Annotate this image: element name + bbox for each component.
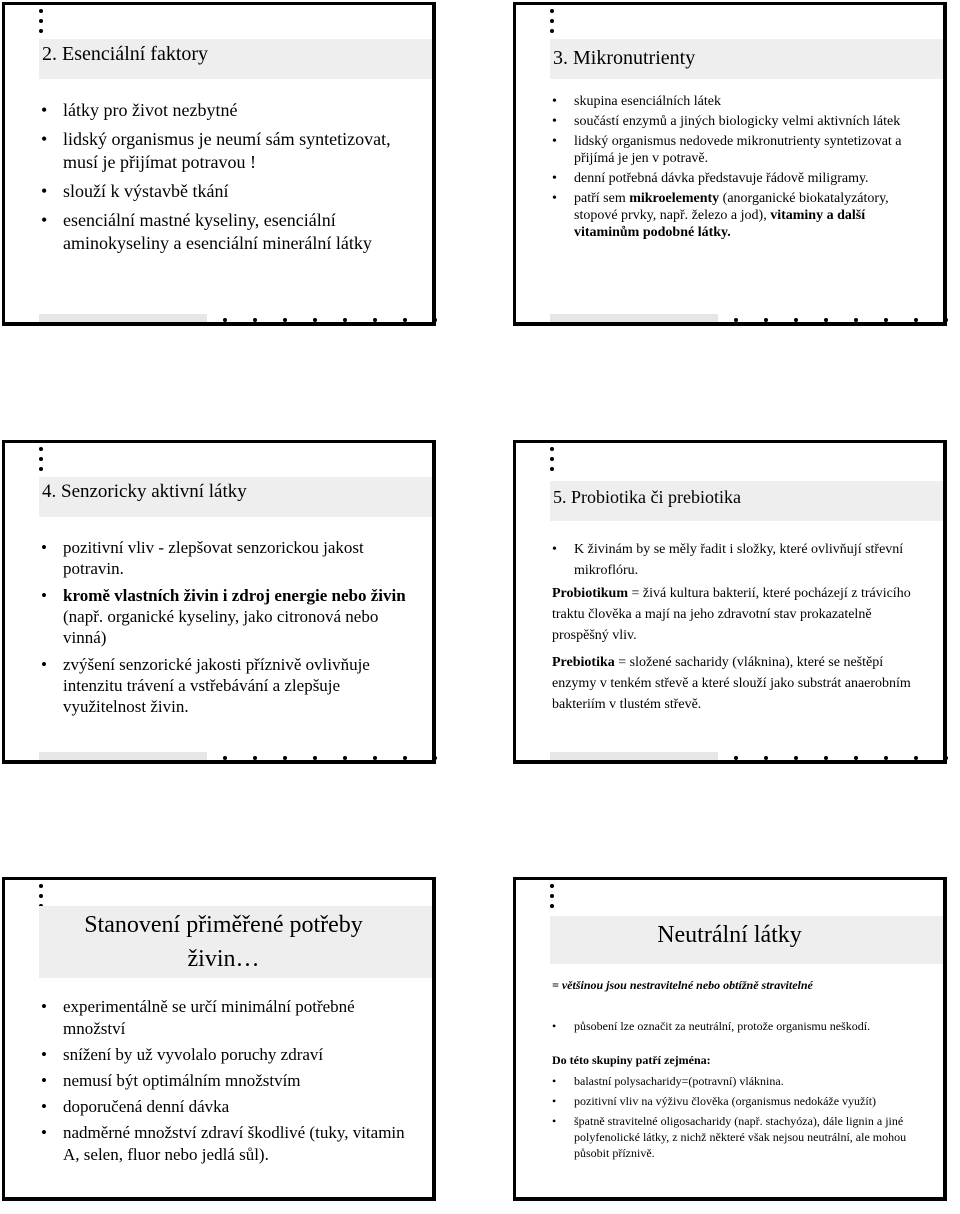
list-item: • špatně stravitelné oligosacharidy (např. stachyóza), dále lignin a jiné polyfenolické látky, z nichž některé však nejsou neutrální, ale mohou působit příznivě. bbox=[552, 1113, 925, 1161]
bullet-list bbox=[552, 539, 925, 581]
slide-title: 4. Senzoricky aktivní látky bbox=[42, 481, 247, 502]
list-item: • esenciální mastné kyseliny, esenciální aminokyseliny a esenciální minerální látky bbox=[41, 209, 414, 255]
slide-senzoricky-aktivni-latky bbox=[2, 440, 436, 764]
slide-title: 5. Probiotika či prebiotika bbox=[553, 487, 741, 507]
vertical-dots-decoration bbox=[550, 884, 556, 914]
bullet-list bbox=[41, 996, 414, 1166]
slide-title: 2. Esenciální faktory bbox=[42, 43, 209, 65]
bullet-list bbox=[41, 537, 414, 717]
footer-dots bbox=[734, 752, 948, 760]
vertical-dots-decoration bbox=[550, 9, 556, 39]
bullet-list bbox=[552, 1018, 925, 1034]
slide-probiotika bbox=[513, 440, 947, 764]
footer-dots bbox=[734, 314, 948, 322]
slide-title: Stanovení přiměřené potřeby živin… bbox=[84, 912, 363, 972]
slide-stanoveni-potreby bbox=[2, 877, 436, 1201]
footer-band bbox=[39, 314, 207, 322]
list-item: • pozitivní vliv - zlepšovat senzorickou jakost potravin. bbox=[41, 537, 414, 579]
list-item: • lidský organismus nedovede mikronutrienty syntetizovat a přijímá je jen v potravě. bbox=[552, 133, 925, 167]
list-item: • denní potřebná dávka představuje řádově miligramy. bbox=[552, 170, 925, 187]
list-item: • nemusí být optimálním množstvím bbox=[41, 1070, 414, 1092]
vertical-dots-decoration bbox=[550, 447, 556, 477]
slide-title: Neutrální látky bbox=[657, 922, 802, 948]
footer-dots bbox=[223, 752, 437, 760]
slide-mikronutrienty bbox=[513, 2, 947, 326]
slide-esencialni-faktory bbox=[2, 2, 436, 326]
list-item: • doporučená denní dávka bbox=[41, 1096, 414, 1118]
group-heading: Do této skupiny patří zejména: bbox=[552, 1053, 711, 1067]
list-item: • zvýšení senzorické jakosti příznivě ovlivňuje intenzitu trávení a vstřebávání a zlepšuje využitelnost živin. bbox=[41, 654, 414, 717]
list-item: • patří sem mikroelementy (anorganické biokatalyzátory, stopové prvky, např. železo a jod), vitaminy a další vitaminům podobné látky. bbox=[552, 190, 925, 241]
list-item: • balastní polysacharidy=(potravní) vláknina. bbox=[552, 1073, 925, 1089]
footer-dots bbox=[223, 314, 437, 322]
slide-neutralni-latky bbox=[513, 877, 947, 1201]
bullet-list bbox=[552, 93, 925, 241]
list-item: • slouží k výstavbě tkání bbox=[41, 180, 414, 203]
list-item: • skupina esenciálních látek bbox=[552, 93, 925, 110]
list-item: • experimentálně se určí minimální potřebné množství bbox=[41, 996, 414, 1040]
vertical-dots-decoration bbox=[39, 447, 45, 477]
list-item: • snížení by už vyvolalo poruchy zdraví bbox=[41, 1044, 414, 1066]
prebiotika-definition: Prebiotika = složené sacharidy (vláknina), které se neštěpí enzymy v tenkém střevě a které slouží jako substrát anaerobním bakteriím v tlustém střevě. bbox=[552, 655, 911, 712]
footer-band bbox=[550, 752, 718, 760]
probiotikum-definition: Probiotikum = živá kultura bakterií, které pocházejí z trávicího traktu člověka a mají na jeho zdravotní stav prokazatelně prospěšný vliv. bbox=[552, 586, 911, 643]
vertical-dots-decoration bbox=[39, 9, 45, 39]
list-item: • kromě vlastních živin i zdroj energie nebo živin (např. organické kyseliny, jako citronová nebo vinná) bbox=[41, 585, 414, 648]
footer-band bbox=[550, 314, 718, 322]
slide-subtitle: = většinou jsou nestravitelné nebo obtížně stravitelné bbox=[552, 978, 813, 992]
list-item: • K živinám by se měly řadit i složky, které ovlivňují střevní mikroflóru. bbox=[552, 539, 925, 581]
list-item: • působení lze označit za neutrální, protože organismu neškodí. bbox=[552, 1018, 925, 1034]
definitions-block bbox=[552, 583, 925, 715]
list-item: • látky pro život nezbytné bbox=[41, 99, 414, 122]
list-item: • nadměrné množství zdraví škodlivé (tuky, vitamin A, selen, fluor nebo jedlá sůl). bbox=[41, 1122, 414, 1166]
bullet-list bbox=[41, 99, 414, 255]
slide-title: 3. Mikronutrienty bbox=[553, 47, 696, 69]
list-item: • pozitivní vliv na výživu člověka (organismus nedokáže využít) bbox=[552, 1093, 925, 1109]
list-item: • lidský organismus je neumí sám syntetizovat, musí je přijímat potravou ! bbox=[41, 128, 414, 174]
list-item: • součástí enzymů a jiných biologicky velmi aktivních látek bbox=[552, 113, 925, 130]
footer-band bbox=[39, 752, 207, 760]
bullet-list bbox=[552, 1073, 925, 1161]
